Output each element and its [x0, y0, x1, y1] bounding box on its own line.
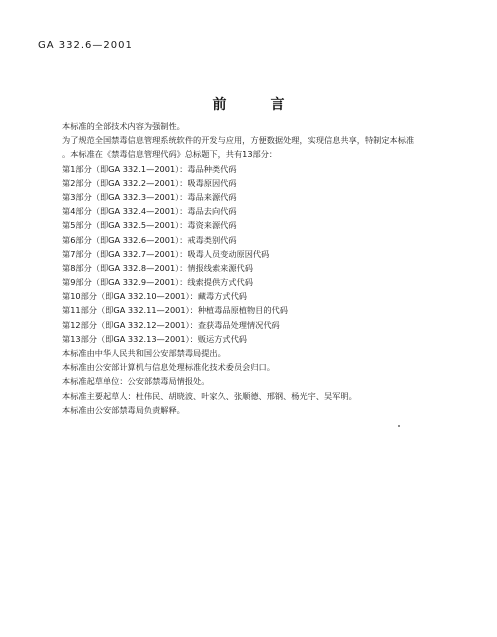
text-line: 本标准的全部技术内容为强制性。 — [62, 121, 185, 131]
title-char-2: 言 — [270, 97, 285, 113]
list-item: 第12部分（即GA 332.12—2001）：查获毒品处理情况代码 — [62, 319, 280, 330]
text-line: 为了规范全国禁毒信息管理系统软件的开发与应用，方便数据处理，实现信息共享，特制定本标准 — [62, 135, 415, 146]
text-line: 本标准由公安部计算机与信息处理标准化技术委员会归口。 — [62, 362, 275, 373]
scan-speck — [398, 425, 400, 427]
text-line: 本标准起草单位：公安部禁毒局情报处。 — [62, 376, 210, 387]
list-item: 第11部分（即GA 332.11—2001）：种植毒品原植物目的代码 — [62, 305, 288, 316]
text-line: 本标准由中华人民共和国公安部禁毒局提出。 — [62, 348, 226, 358]
list-item: 第9部分（即GA 332.9—2001）：线索提供方式代码 — [62, 277, 253, 288]
list-item: 第5部分（即GA 332.5—2001）：毒资来源代码 — [62, 220, 237, 231]
text-line: 本标准主要起草人：杜伟民、胡晓波、叶家久、张顺德、邢钢、杨光宇、吴军明。 — [62, 390, 357, 401]
list-item: 第10部分（即GA 332.10—2001）：藏毒方式代码 — [62, 291, 247, 302]
page-title — [0, 94, 497, 114]
list-item: 第13部分（即GA 332.13—2001）：贩运方式代码 — [62, 333, 247, 344]
list-item: 第8部分（即GA 332.8—2001）：情报线索来源代码 — [62, 262, 253, 273]
list-item: 第3部分（即GA 332.3—2001）：毒品来源代码 — [62, 191, 237, 202]
text-line: 。本标准在《禁毒信息管理代码》总标题下，共有13部分： — [62, 149, 278, 160]
document-code: GA 332.6—2001 — [38, 40, 133, 51]
list-item: 第6部分（即GA 332.6—2001）：戒毒类别代码 — [62, 234, 237, 245]
list-item: 第2部分（即GA 332.2—2001）：吸毒原因代码 — [62, 177, 237, 188]
title-char-1: 前 — [212, 97, 227, 113]
text-line: 本标准由公安部禁毒局负责解释。 — [62, 404, 185, 415]
list-item: 第4部分（即GA 332.4—2001）：毒品去向代码 — [62, 206, 237, 217]
list-item: 第7部分（即GA 332.7—2001）：吸毒人员变动原因代码 — [62, 248, 270, 259]
list-item: 第1部分（即GA 332.1—2001）：毒品种类代码 — [62, 163, 237, 174]
foreword-body — [62, 119, 462, 417]
